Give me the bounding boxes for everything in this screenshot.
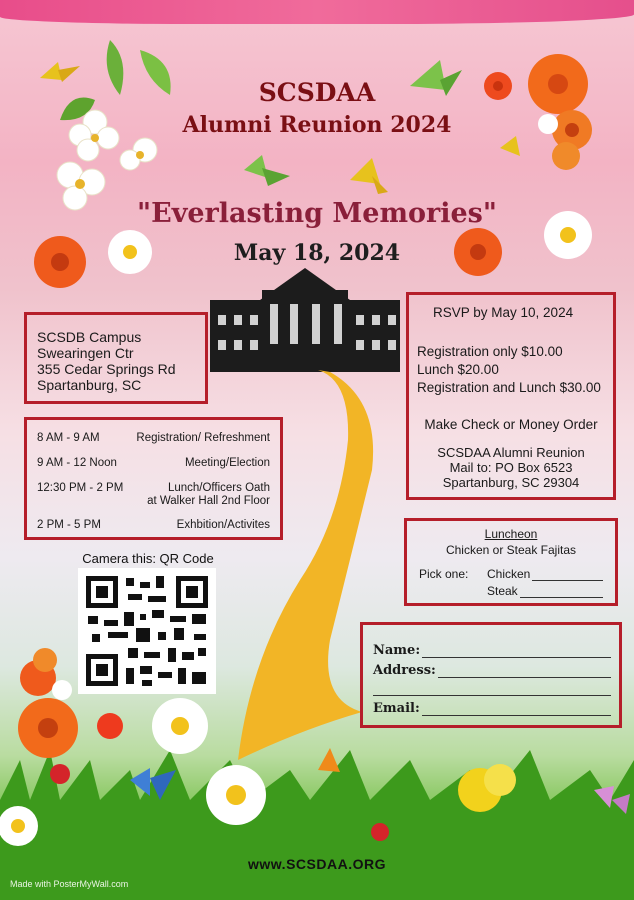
luncheon-menu: Chicken or Steak Fajitas <box>445 543 577 557</box>
price-item: Registration and Lunch $30.00 <box>417 380 601 395</box>
mail-city: Spartanburg, SC 29304 <box>442 475 580 490</box>
location-line: 355 Cedar Springs Rd <box>37 361 176 377</box>
name-field[interactable] <box>373 643 611 658</box>
address-line <box>438 665 611 678</box>
address-label: Address: <box>373 663 436 678</box>
chicken-label: Chicken <box>487 567 531 581</box>
email-label: Email: <box>373 701 420 716</box>
steak-option[interactable] <box>487 584 603 598</box>
schedule-row <box>37 457 270 469</box>
payment-method: Make Check or Money Order <box>424 417 598 432</box>
schedule-time: 12:30 PM - 2 PM <box>37 482 124 494</box>
price-item: Lunch $20.00 <box>417 362 499 377</box>
schedule-activity-line: Lunch/Officers Oath <box>167 482 270 494</box>
price-list <box>417 343 601 397</box>
location-line: Swearingen Ctr <box>37 345 134 361</box>
luncheon-box <box>404 518 618 606</box>
location-box <box>24 312 208 404</box>
email-field[interactable] <box>373 701 611 716</box>
steak-line <box>520 584 603 598</box>
made-with-credit: Made with PosterMyWall.com <box>10 879 129 889</box>
pick-one-label: Pick one: <box>419 567 469 581</box>
website-link[interactable]: www.SCSDAA.ORG <box>248 856 386 872</box>
event-title: Alumni Reunion 2024 <box>182 112 452 138</box>
qr-label: Camera this: QR Code <box>82 551 214 566</box>
address-line-extra <box>373 683 611 696</box>
schedule-row <box>37 519 270 531</box>
name-label: Name: <box>373 643 421 658</box>
rsvp-deadline: RSVP by May 10, 2024 <box>433 305 574 320</box>
name-line <box>422 645 611 658</box>
schedule-activity: Registration/ Refreshment <box>136 432 270 444</box>
mailing-address <box>409 445 613 490</box>
schedule-row <box>37 482 270 508</box>
address-line-2[interactable] <box>373 683 611 696</box>
location-line: Spartanburg, SC <box>37 377 142 393</box>
qr-code-icon <box>78 568 216 694</box>
registration-form <box>360 622 622 728</box>
price-item: Registration only $10.00 <box>417 344 563 359</box>
schedule-time: 2 PM - 5 PM <box>37 519 101 531</box>
address-field[interactable] <box>373 663 611 678</box>
email-line <box>422 703 611 716</box>
chicken-line <box>532 567 603 581</box>
payee: SCSDAA Alumni Reunion <box>437 445 585 460</box>
schedule-activity: Meeting/Election <box>184 457 270 469</box>
schedule-activity: Exhbition/Activites <box>176 519 270 531</box>
steak-label: Steak <box>487 584 518 598</box>
event-date: May 18, 2024 <box>233 240 401 266</box>
schedule-time: 8 AM - 9 AM <box>37 432 100 444</box>
luncheon-title: Luncheon <box>484 527 538 541</box>
schedule-activity-line: at Walker Hall 2nd Floor <box>147 495 270 507</box>
schedule-activity <box>147 482 270 508</box>
location-line: SCSDB Campus <box>37 329 142 345</box>
schedule-time: 9 AM - 12 Noon <box>37 457 117 469</box>
schedule-box <box>24 417 283 540</box>
theme-title: "Everlasting Memories" <box>137 198 497 229</box>
chicken-option[interactable] <box>487 567 603 581</box>
rsvp-box <box>406 292 616 500</box>
schedule-row <box>37 432 270 444</box>
grass-icon <box>0 750 634 900</box>
mail-to: Mail to: PO Box 6523 <box>449 460 573 475</box>
qr-code[interactable] <box>78 568 216 694</box>
org-title: SCSDAA <box>258 78 376 107</box>
